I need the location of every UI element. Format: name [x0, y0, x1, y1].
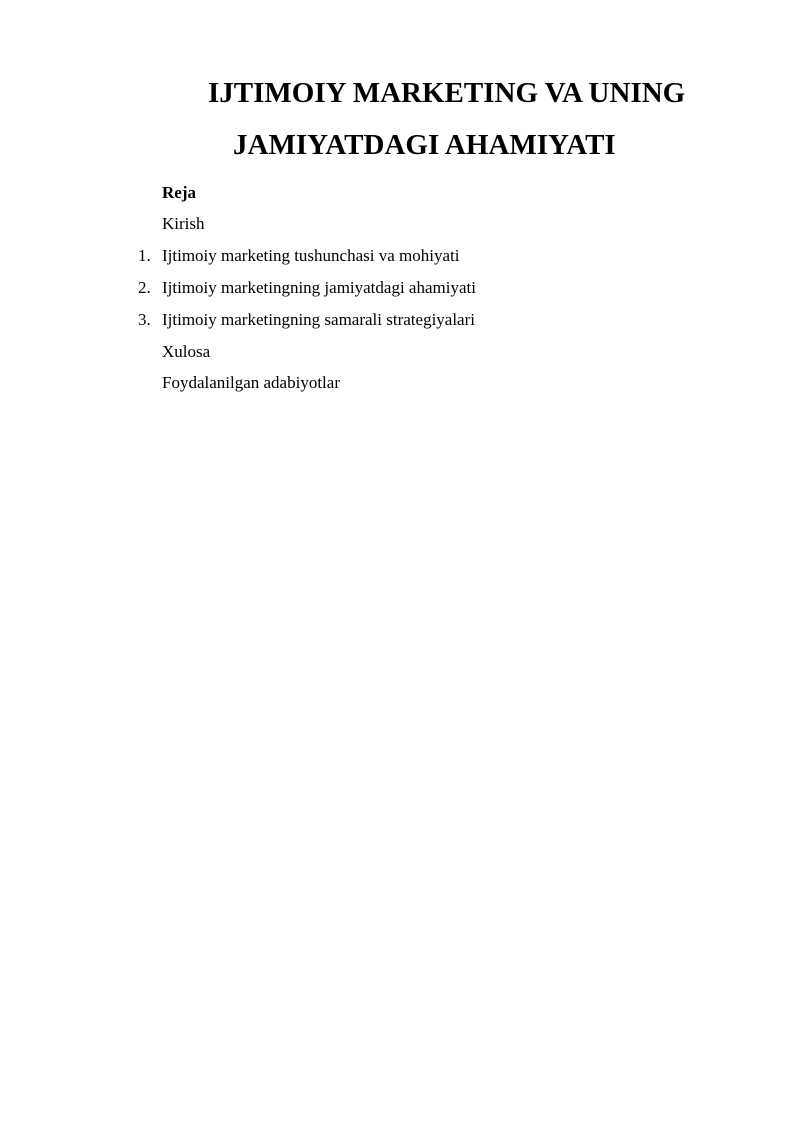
- plan-heading-row: [0, 178, 800, 208]
- plan-item: [0, 241, 800, 271]
- document-title-line-1: IJTIMOIY MARKETING VA UNING: [208, 77, 686, 109]
- plan-item: [0, 273, 800, 303]
- plan-item-text: Foydalanilgan adabiyotlar: [162, 373, 340, 392]
- plan-item: [0, 209, 800, 239]
- plan-item-text: Ijtimoiy marketingning jamiyatdagi ahamiyati: [162, 278, 476, 297]
- plan-item-text: Xulosa: [162, 342, 211, 361]
- plan-item: [0, 337, 800, 367]
- plan-item-text: Kirish: [162, 214, 205, 233]
- plan-item: [0, 368, 800, 398]
- plan-item-text: Ijtimoiy marketing tushunchasi va mohiyati: [162, 246, 460, 265]
- plan-item-number: 3.: [138, 310, 151, 329]
- plan-item-text: Ijtimoiy marketingning samarali strategiyalari: [162, 310, 475, 329]
- plan-heading: Reja: [162, 183, 196, 202]
- plan-item-number: 2.: [138, 278, 151, 297]
- document-title-line-2: JAMIYATDAGI AHAMIYATI: [233, 129, 616, 161]
- plan-item: [0, 305, 800, 335]
- plan-item-number: 1.: [138, 246, 151, 265]
